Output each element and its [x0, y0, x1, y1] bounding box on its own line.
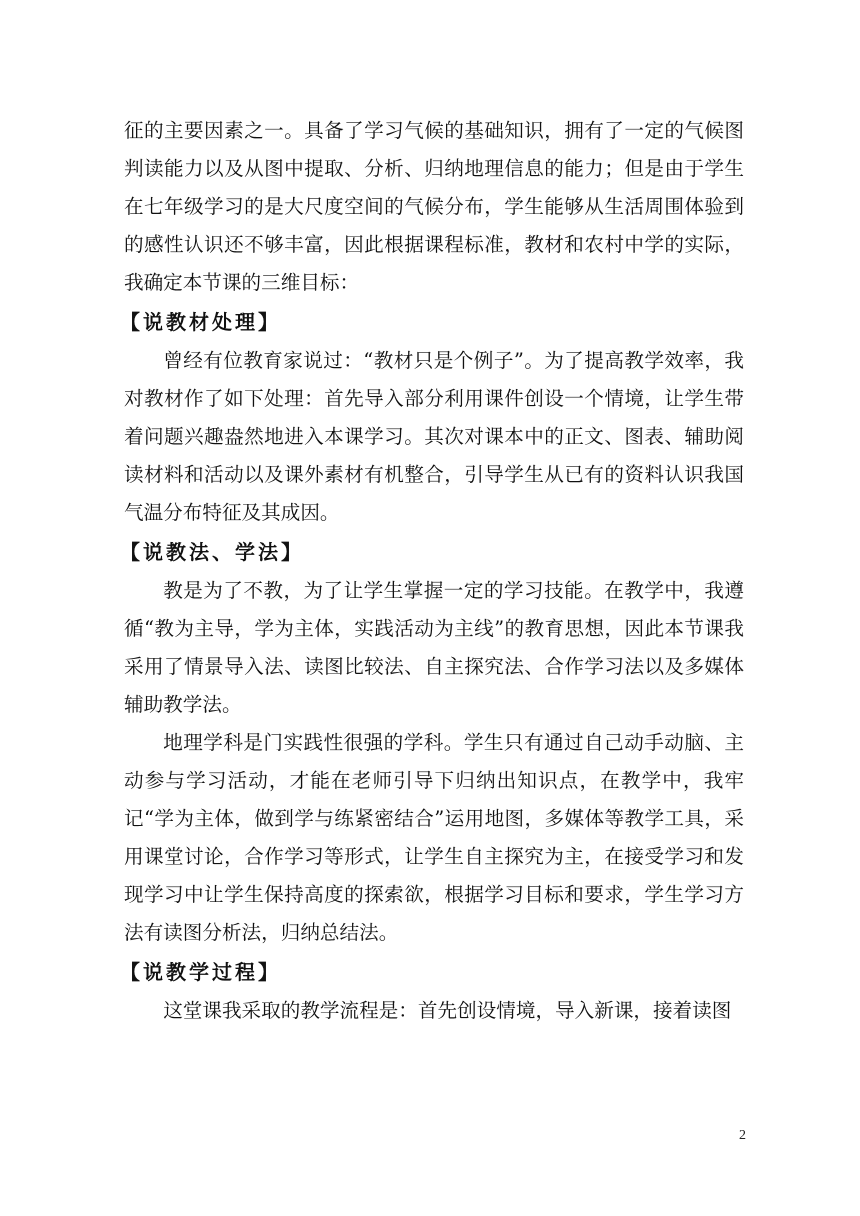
section-heading-teaching-process: 【说教学过程】 — [120, 960, 281, 984]
paragraph-textbook-handling: 曾经有位教育家说过：“教材只是个例子”。为了提高教学效率，我对教材作了如下处理：首先导入部分利用课件创设一个情境，让学生带着问题兴趣盎然地进入本课学习。其次对课本中的正文、图表、辅助阅读材料和活动以及课外素材有机整合，引导学生从已有的资料认识我国气温分布特征及其成因。 — [124, 349, 744, 524]
section-heading-textbook-handling: 【说教材处理】 — [120, 310, 281, 334]
document-body — [120, 112, 744, 1030]
paragraph-teaching-methods: 教是为了不教，为了让学生掌握一定的学习技能。在教学中，我遵循“教为主导，学为主体，实践活动为主线”的教育思想，因此本节课我采用了情景导入法、读图比较法、自主探究法、合作学习法以及多媒体辅助教学法。 — [124, 579, 744, 716]
page-number: 2 — [739, 1128, 746, 1143]
paragraph-learning-methods: 地理学科是门实践性很强的学科。学生只有通过自己动手动脑、主动参与学习活动，才能在老师引导下归纳出知识点，在教学中，我牢记“学为主体，做到学与练紧密结合”运用地图，多媒体等教学工具，采用课堂讨论，合作学习等形式，让学生自主探究为主，在接受学习和发现学习中让学生保持高度的探索欲，根据学习目标和要求，学生学习方法有读图分析法，归纳总结法。 — [124, 731, 744, 944]
paragraph-teaching-process: 这堂课我采取的教学流程是：首先创设情境，导入新课，接着读图 — [163, 999, 732, 1022]
section-heading-teaching-methods: 【说教法、学法】 — [120, 540, 304, 564]
paragraph-intro-continuation: 征的主要因素之一。具备了学习气候的基础知识，拥有了一定的气候图判读能力以及从图中提取、分析、归纳地理信息的能力；但是由于学生在七年级学习的是大尺度空间的气候分布，学生能够从生活周围体验到的感性认识还不够丰富，因此根据课程标准，教材和农村中学的实际，我确定本节课的三维目标： — [124, 119, 744, 294]
